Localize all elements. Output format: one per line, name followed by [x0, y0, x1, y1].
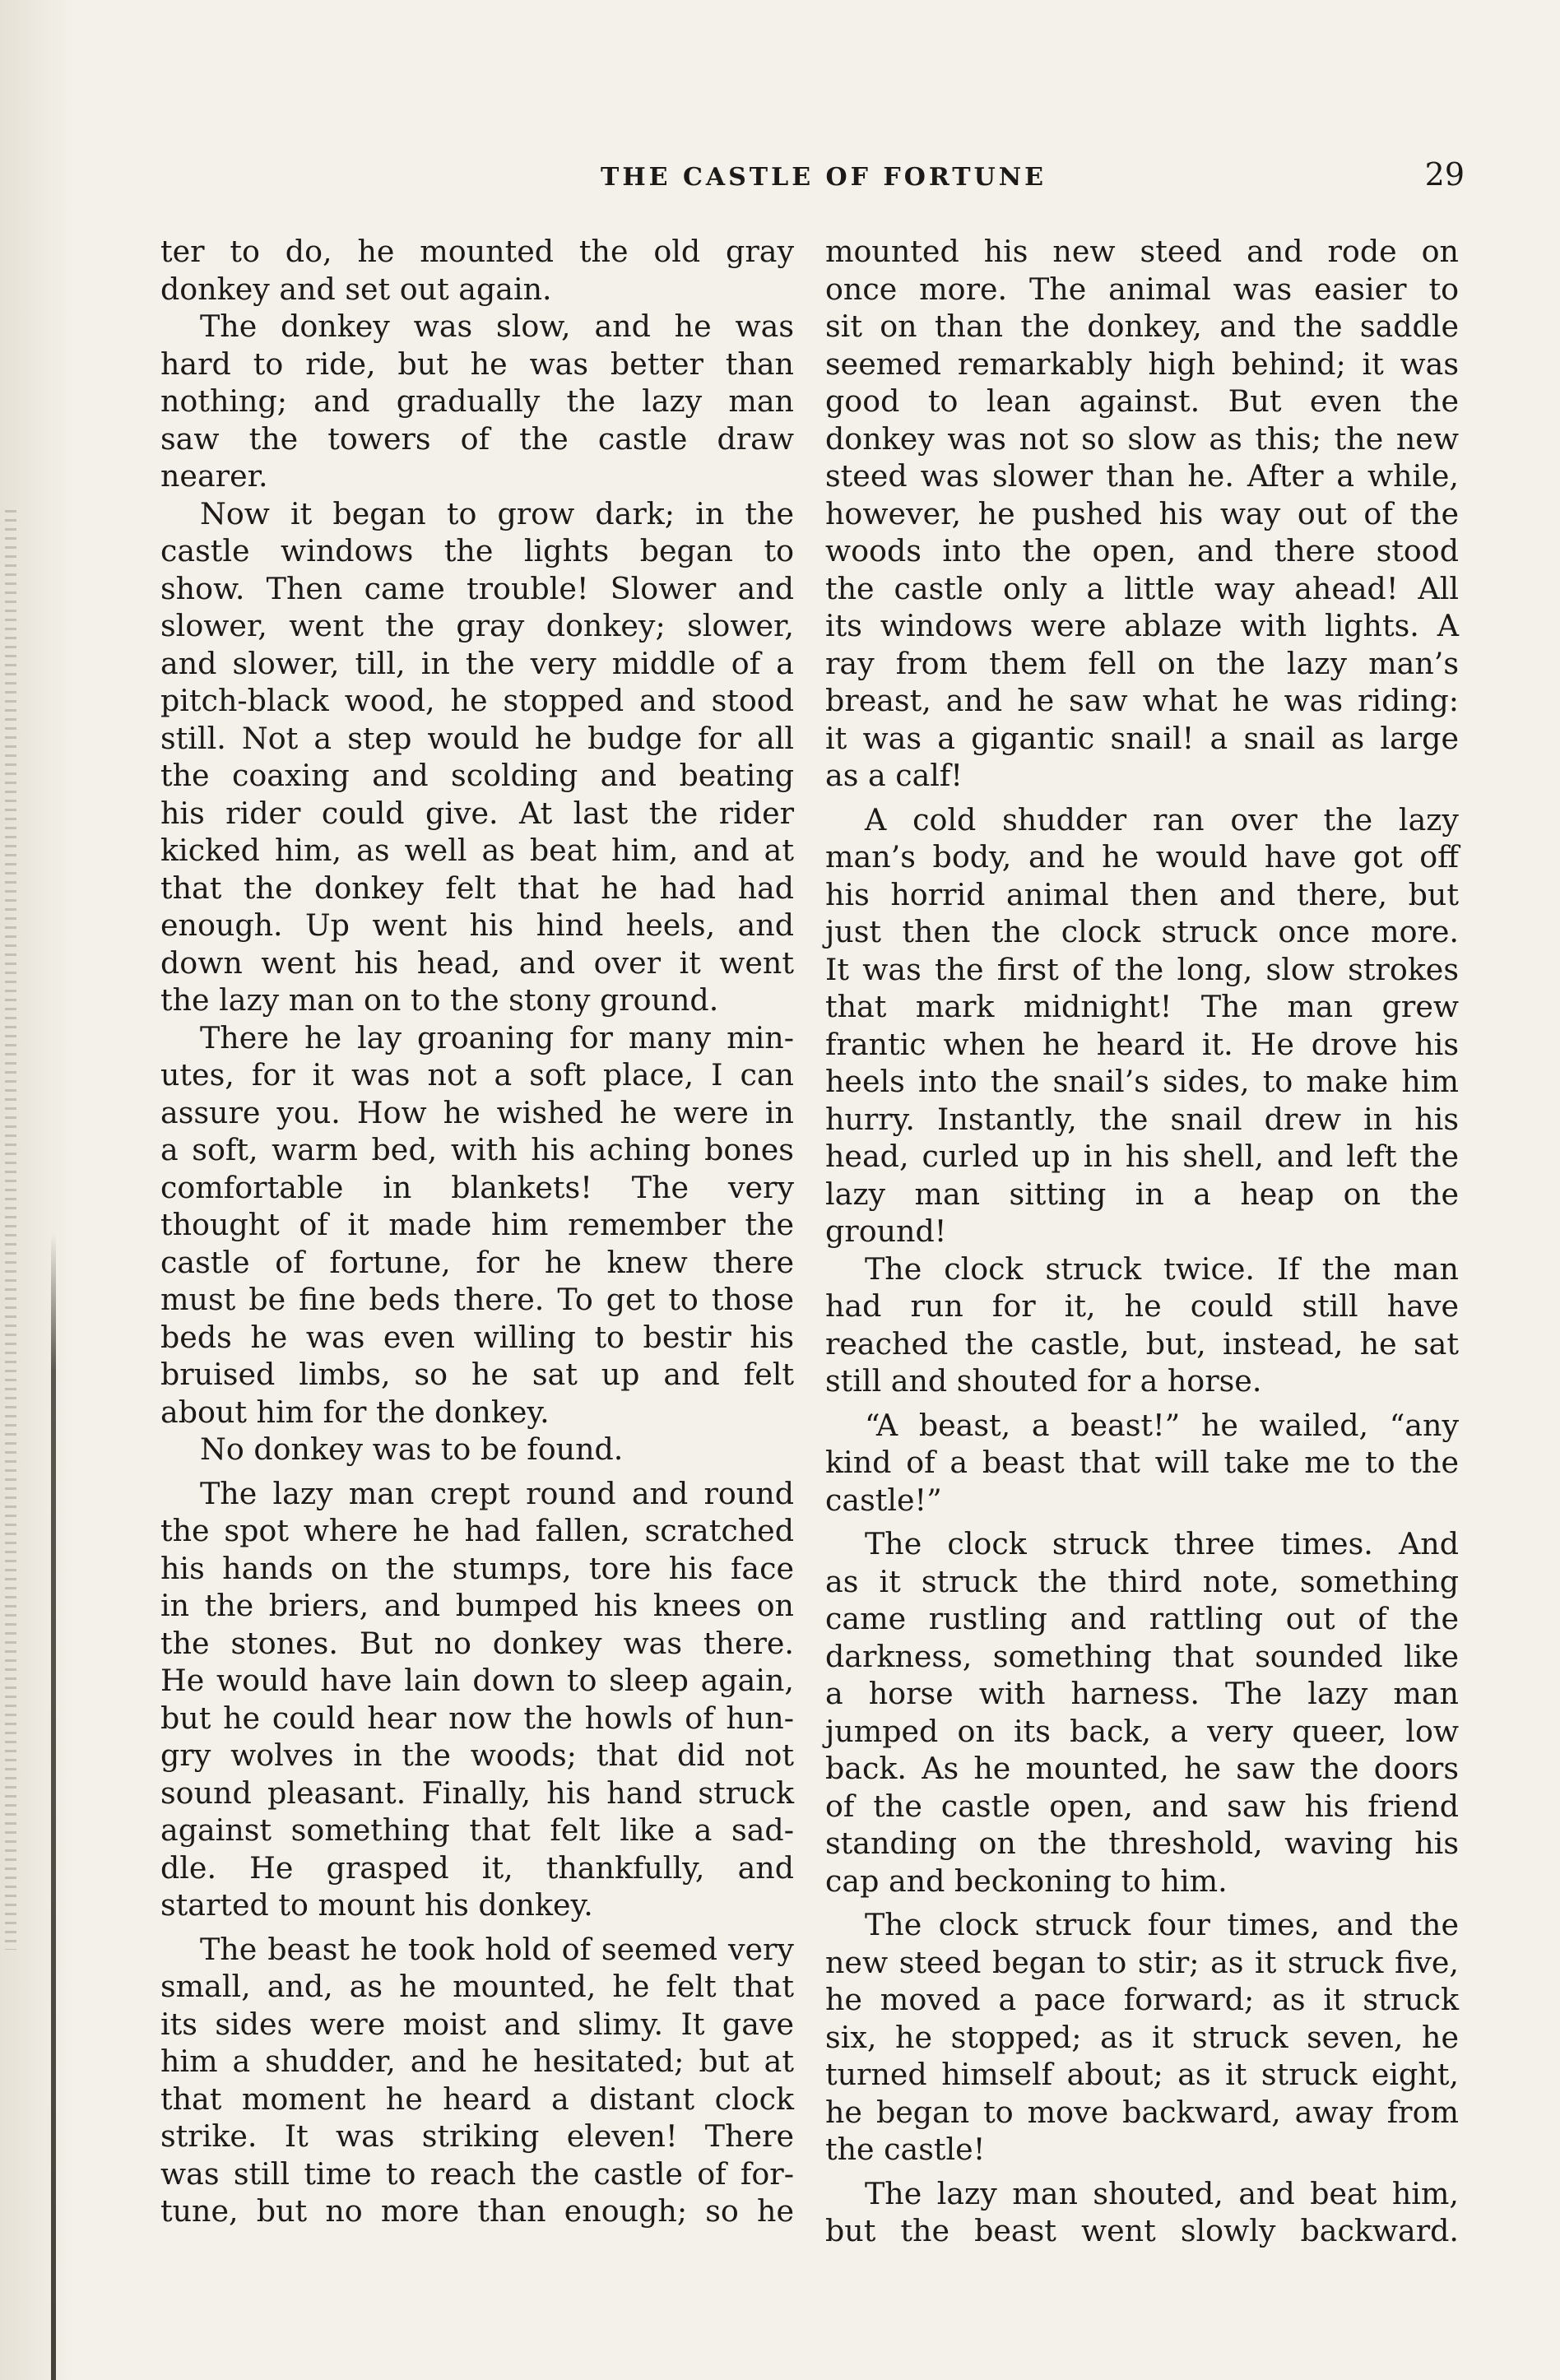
text-line: came rustling and rattling out of the	[825, 1601, 1459, 1636]
text-line: cap and beckoning to him.	[825, 1863, 1228, 1899]
text-line: down went his head, and over it went	[160, 944, 794, 981]
text-line: gry wolves in the woods; that did not	[160, 1737, 794, 1773]
text-line: it was a gigantic snail! a snail as large	[825, 720, 1459, 756]
text-line: he moved a pace forward; as it struck	[825, 1982, 1459, 2017]
text-line: standing on the threshold, waving his	[825, 1826, 1459, 1861]
text-line: must be fine beds there. To get to those	[160, 1282, 794, 1317]
text-line: its sides were moist and slimy. It gave	[160, 2006, 794, 2042]
page-number: 29	[1424, 156, 1465, 193]
text-line: small, and, as he mounted, he felt that	[160, 1969, 794, 2004]
text-line: Now it began to grow dark; in the	[200, 495, 794, 531]
running-title: THE CASTLE OF FORTUNE	[601, 163, 1047, 192]
text-line: but he could hear now the howls of hun-	[160, 1700, 794, 1736]
text-line: he began to move backward, away from	[825, 2094, 1459, 2130]
text-line: The lazy man crept round and round	[200, 1475, 794, 1511]
binding-edge	[51, 1234, 56, 2380]
text-line: reached the castle, but, instead, he sat	[825, 1325, 1459, 1362]
text-line: saw the towers of the castle draw	[160, 420, 794, 457]
text-line: steed was slower than he. After a while,	[825, 458, 1459, 494]
text-line: He would have lain down to sleep again,	[160, 1663, 794, 1698]
text-line: castle windows the lights began to	[160, 533, 794, 568]
text-line: the castle only a little way ahead! All	[825, 570, 1459, 606]
text-line: There he lay groaning for many min-	[200, 1019, 794, 1055]
text-line: enough. Up went his hind heels, and	[160, 907, 794, 943]
text-line: good to lean against. But even the	[825, 383, 1459, 419]
text-line: frantic when he heard it. He drove his	[825, 1026, 1459, 1062]
text-line: once more. The animal was easier to	[825, 271, 1459, 307]
text-line: and slower, till, in the very middle of a	[160, 645, 794, 681]
text-line: The clock struck twice. If the man	[865, 1250, 1459, 1287]
text-line: sit on than the donkey, and the saddle	[825, 309, 1459, 344]
text-line: “A beast, a beast!” he wailed, “any	[865, 1407, 1459, 1443]
text-line: still. Not a step would he budge for all	[160, 720, 794, 756]
text-line: jumped on its back, a very queer, low	[825, 1713, 1459, 1749]
text-line: him a shudder, and he hesitated; but at	[160, 2044, 794, 2079]
text-line: a horse with harness. The lazy man	[825, 1676, 1459, 1711]
text-line: of the castle open, and saw his friend	[825, 1788, 1459, 1824]
text-line: but the beast went slowly backward.	[825, 2213, 1459, 2248]
text-line: heels into the snail’s sides, to make him	[825, 1064, 1459, 1099]
text-line: The donkey was slow, and he was	[200, 309, 794, 344]
text-line: woods into the open, and there stood	[825, 533, 1459, 568]
text-line: head, curled up in his shell, and left the	[825, 1139, 1459, 1174]
text-line: his horrid animal then and there, but	[825, 876, 1459, 912]
text-line: started to mount his donkey.	[160, 1887, 593, 1923]
text-line: seemed remarkably high behind; it was	[825, 346, 1459, 382]
text-line: his hands on the stumps, tore his face	[160, 1550, 794, 1586]
text-line: its windows were ablaze with lights. A	[825, 608, 1459, 643]
text-line: assure you. How he wished he were in	[160, 1094, 794, 1130]
text-line: hurry. Instantly, the snail drew in his	[825, 1101, 1459, 1137]
text-line: dle. He grasped it, thankfully, and	[160, 1849, 794, 1886]
text-line: man’s body, and he would have got off	[825, 839, 1459, 875]
text-line: tune, but no more than enough; so he	[160, 2193, 794, 2229]
text-line: utes, for it was not a soft place, I can	[160, 1057, 794, 1093]
text-line: just then the clock struck once more.	[825, 914, 1459, 949]
text-line: A cold shudder ran over the lazy	[865, 801, 1459, 837]
text-line: the castle!	[825, 2132, 986, 2167]
text-line: in the briers, and bumped his knees on	[160, 1588, 794, 1623]
text-line: the stones. But no donkey was there.	[160, 1625, 794, 1661]
text-line: The beast he took hold of seemed very	[200, 1931, 794, 1967]
text-line: No donkey was to be found.	[200, 1431, 624, 1467]
text-line: hard to ride, but he was better than	[160, 346, 794, 382]
text-line: pitch-black wood, he stopped and stood	[160, 683, 794, 718]
text-line: The lazy man shouted, and beat him,	[865, 2175, 1459, 2211]
text-line: castle!”	[825, 1482, 942, 1518]
text-line: slower, went the gray donkey; slower,	[160, 608, 794, 643]
text-line: It was the first of the long, slow strokes	[825, 951, 1459, 987]
text-line: turned himself about; as it struck eight,	[825, 2057, 1459, 2092]
text-line: nothing; and gradually the lazy man	[160, 383, 794, 419]
text-line: that moment he heard a distant clock	[160, 2081, 794, 2117]
text-line: the coaxing and scolding and beating	[160, 758, 794, 793]
text-line: that mark midnight! The man grew	[825, 989, 1459, 1024]
scan-speckle	[5, 510, 16, 1950]
text-line: six, he stopped; as it struck seven, he	[825, 2019, 1459, 2055]
left-text-column	[160, 233, 794, 2230]
text-line: kicked him, as well as beat him, and at	[160, 833, 794, 868]
text-line: against something that felt like a sad-	[160, 1812, 794, 1848]
text-line: ter to do, he mounted the old gray	[160, 234, 794, 269]
text-line: The clock struck three times. And	[865, 1526, 1459, 1561]
text-line: the spot where he had fallen, scratched	[160, 1513, 794, 1548]
page-header	[156, 156, 1465, 197]
text-line: back. As he mounted, he saw the doors	[825, 1751, 1459, 1786]
text-line: his rider could give. At last the rider	[160, 795, 794, 831]
text-line: ground!	[825, 1213, 947, 1249]
text-line: was still time to reach the castle of for-	[160, 2155, 794, 2192]
text-line: ray from them fell on the lazy man’s	[825, 645, 1459, 681]
text-line: show. Then came trouble! Slower and	[160, 570, 794, 606]
text-line: thought of it made him remember the	[160, 1207, 794, 1242]
text-line: mounted his new steed and rode on	[825, 234, 1459, 269]
text-line: however, he pushed his way out of the	[825, 495, 1459, 531]
text-line: lazy man sitting in a heap on the	[825, 1176, 1459, 1212]
text-line: kind of a beast that will take me to the	[825, 1445, 1459, 1480]
text-line: donkey and set out again.	[160, 271, 552, 307]
text-line: castle of fortune, for he knew there	[160, 1244, 794, 1280]
text-line: nearer.	[160, 458, 268, 494]
text-line: had run for it, he could still have	[825, 1288, 1459, 1324]
text-line: beds he was even willing to bestir his	[160, 1319, 794, 1355]
text-line: The clock struck four times, and the	[865, 1907, 1459, 1942]
text-line: the lazy man on to the stony ground.	[160, 982, 719, 1018]
text-line: sound pleasant. Finally, his hand struck	[160, 1775, 794, 1811]
text-line: darkness, something that sounded like	[825, 1638, 1459, 1674]
text-line: breast, and he saw what he was riding:	[825, 683, 1459, 718]
right-text-column	[825, 233, 1459, 2250]
text-line: as a calf!	[825, 758, 963, 793]
text-line: about him for the donkey.	[160, 1394, 550, 1430]
text-line: donkey was not so slow as this; the new	[825, 420, 1459, 457]
text-line: bruised limbs, so he sat up and felt	[160, 1357, 794, 1392]
text-line: new steed began to stir; as it struck five,	[825, 1944, 1459, 1980]
text-line: a soft, warm bed, with his aching bones	[160, 1132, 794, 1167]
text-line: strike. It was striking eleven! There	[160, 2118, 794, 2154]
text-line: still and shouted for a horse.	[825, 1363, 1262, 1399]
text-line: as it struck the third note, something	[825, 1563, 1459, 1599]
text-line: comfortable in blankets! The very	[160, 1169, 794, 1205]
text-line: that the donkey felt that he had had	[160, 870, 794, 906]
